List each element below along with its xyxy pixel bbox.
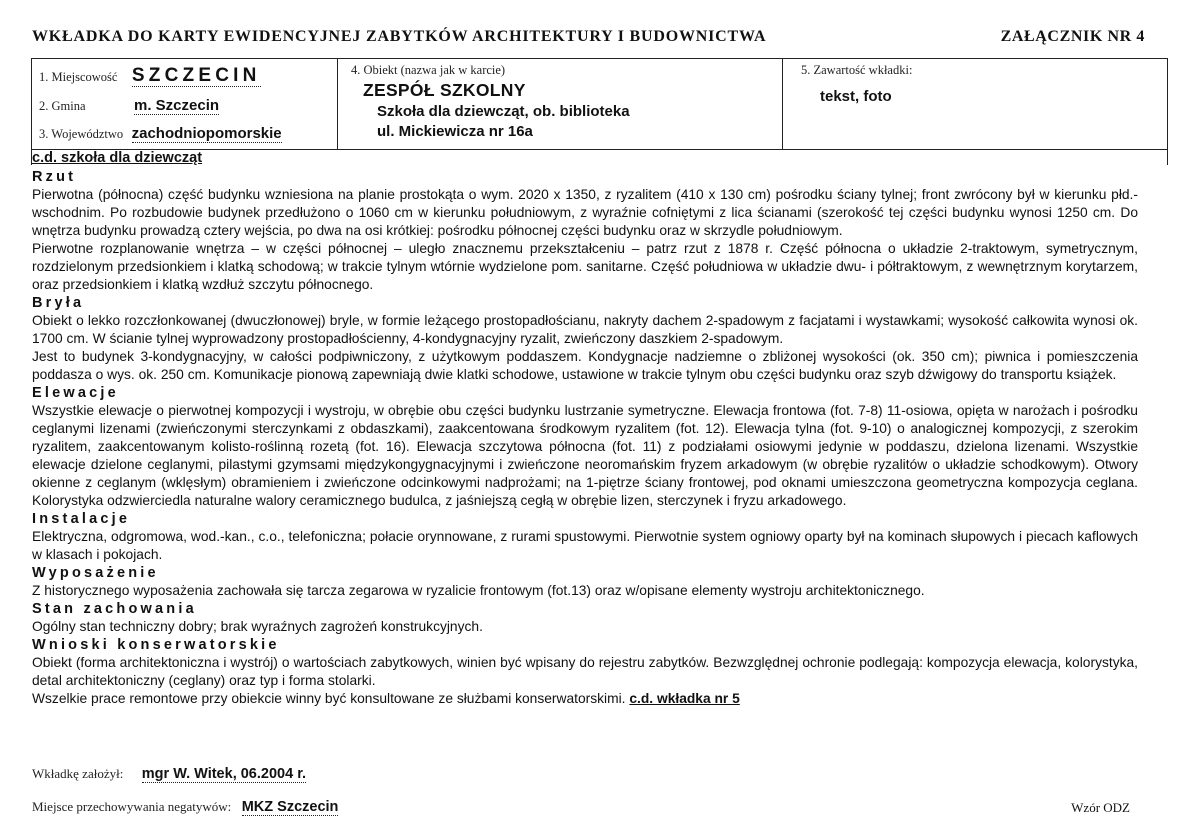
miejscowosc-label: 1. Miejscowość <box>39 70 118 84</box>
miejscowosc-row <box>39 65 261 87</box>
frame-right-line <box>1167 150 1168 165</box>
paragraph: Wszystkie elewacje o pierwotnej kompozycji i wystroju, w obrębie obu części budynku lustrzanie symetryczne. Elewacja frontowa (fot. 7-8) 11-osiowa, opięta w narożach i pośrodku ceglanymi lizenami (zwieńczonymi sterczynkami z obdaszkami), zaakcentowana środkowym ryzalitem (fot. 12). Elewacja tylna (fot. 9-10) o analogicznej kompozycji, z szerokim ryzalitem, zaakcentowanym kolisto-roślinną rozetą (fot. 16). Elewacja szczytowa północna (fot. 11) z podziałami osiowymi jedynie w poddaszu, dzielona lizenami. Wszystkie elewacje dzielone ceglanymi, pilastymi gzymsami międzykongygnacyjnymi i zwieńczone neoromańskim fryzem arkadowym (w obrębie ryzalitów o układzie schodkowym). Otwory okienne z ceglanym (wklęsłym) obramieniem i zwieńczone odcinkowymi nadprożami; na 1-piętrze ściany frontowej, pod oknami umieszczona geometryczna kompozycja ceglana. Kolorystyka odzwierciedla naturalne walory ceramicznego budulca, z jaśniejszą cegłą w obrębie lizen, sterczynek i fryzu arkadowego. <box>32 403 1138 508</box>
paragraph: Jest to budynek 3-kondygnacyjny, w całości podpiwniczony, z użytkowym poddaszem. Kondygnacje nadziemne o zbliżonej wysokości (ok. 350 cm); piwnica i pomieszczenia poddasza o wys. ok. 250 cm. Komunikacje pionową zapewniają dwie klatki schodowe, ustawione w trakcie tylnym obu części budynku oraz szyb dźwigowy do transportu książek. <box>32 349 1138 382</box>
paragraph-text: Wszelkie prace remontowe przy obiekcie winny być konsultowane ze służbami konserwatorskimi. <box>32 691 626 706</box>
negative-storage-row <box>32 798 338 816</box>
zawartosc-label: 5. Zawartość wkładki: <box>801 63 913 77</box>
paragraph: Z historycznego wyposażenia zachowała się tarcza zegarowa w ryzalicie frontowym (fot.13) oraz w/opisane elementy wystroju architektonicznego. <box>32 583 925 598</box>
section-heading-elewacje: Elewacje <box>32 385 119 401</box>
obiekt-address: ul. Mickiewicza nr 16a <box>377 123 533 140</box>
gmina-row <box>39 97 219 115</box>
section-heading-rzut: Rzut <box>32 169 77 185</box>
created-by-value: mgr W. Witek, 06.2004 r. <box>141 766 307 782</box>
continuation-subtitle: c.d. szkoła dla dziewcząt <box>32 150 203 166</box>
section-heading-wnioski: Wnioski konserwatorskie <box>32 637 280 653</box>
zawartosc-value: tekst, foto <box>820 88 892 105</box>
location-column <box>32 59 338 149</box>
created-by-row <box>32 765 306 783</box>
obiekt-description: Szkoła dla dziewcząt, ob. biblioteka <box>377 103 630 120</box>
document-title: WKŁADKA DO KARTY EWIDENCYJNEJ ZABYTKÓW ARCHITEKTURY I BUDOWNICTWA <box>32 28 767 45</box>
obiekt-name: ZESPÓŁ SZKOLNY <box>363 80 526 100</box>
description-body <box>32 168 1138 708</box>
paragraph <box>32 690 1138 708</box>
negative-storage-label: Miejsce przechowywania negatywów: <box>32 799 232 814</box>
annex-number: ZAŁĄCZNIK NR 4 <box>1000 28 1145 45</box>
gmina-label: 2. Gmina <box>39 99 86 113</box>
section-heading-bryla: Bryła <box>32 295 85 311</box>
object-column <box>338 59 783 149</box>
paragraph: Elektryczna, odgromowa, wod.-kan., c.o., telefoniczna; połacie orynnowane, z rurami spustowymi. Pierwotnie system ogniowy oparty był na kominach słupowych i piecach kaflowych w klasach i pokojach. <box>32 529 1138 562</box>
continuation-reference: c.d. wkładka nr 5 <box>629 691 740 706</box>
miejscowosc-value: SZCZECIN <box>131 65 261 86</box>
content-column <box>783 59 1167 149</box>
wojewodztwo-value: zachodniopomorskie <box>131 125 282 142</box>
paragraph: Obiekt o lekko rozczłonkowanej (dwuczłonowej) bryle, w formie leżącego prostopadłościanu, nakryty dachem 2-spadowym z facjatami i wystawkami; wysokość całkowita wynosi ok. 1700 cm. W ścianie tylnej wyprowadzony prostopadłościenny, 4-kondygnacyjny ryzalit, zwieńczony daszkiem 2-spadowym. <box>32 313 1138 346</box>
created-by-label: Wkładkę założył: <box>32 766 124 781</box>
paragraph: Ogólny stan techniczny dobry; brak wyraźnych zagrożeń konstrukcyjnych. <box>32 619 483 634</box>
section-heading-instalacje: Instalacje <box>32 511 131 527</box>
paragraph: Obiekt (forma architektoniczna i wystrój) o wartościach zabytkowych, winien być wpisany do rejestru zabytków. Bezwzględnej ochronie podlegają: kompozycja elewacja, kolorystyka, detal architektoniczny (ceglany) oraz typ i forma stolarki. <box>32 655 1138 688</box>
obiekt-label: 4. Obiekt (nazwa jak w karcie) <box>351 63 506 77</box>
negative-storage-value: MKZ Szczecin <box>241 799 339 815</box>
paragraph: Pierwotna (północna) część budynku wzniesiona na planie prostokąta o wym. 2020 x 1350, z ryzalitem (410 x 130 cm) pośrodku ściany tylnej; front zwrócony był w kierunku płd.-wschodnim. Po rozbudowie budynek przedłużono o 1060 cm w kierunku południowym, z wyraźnie cofniętymi z lica ścianami (szerokość tej części budynku wynosi 1250 cm. Do wnętrza budynku prowadzą cztery wejścia, po dwa na osi krótkiej: pośrodku północnej części budynku oraz w skrzydle południowym. <box>32 187 1138 238</box>
gmina-value: m. Szczecin <box>133 97 220 114</box>
wojewodztwo-row <box>39 125 282 143</box>
identification-box <box>31 58 1168 150</box>
section-heading-stan-zachowania: Stan zachowania <box>32 601 197 617</box>
form-template-code: Wzór ODZ <box>1071 800 1130 815</box>
wojewodztwo-label: 3. Województwo <box>39 127 124 141</box>
section-heading-wyposazenie: Wyposażenie <box>32 565 159 581</box>
paragraph: Pierwotne rozplanowanie wnętrza – w części północnej – uległo znacznemu przekształceniu – patrz rzut z 1878 r. Część północna o układzie 2-traktowym, symetrycznym, rozdzielonym przedsionkiem i klatką schodową; w trakcie tylnym wtórnie wydzielone pom. sanitarne. Część południowa w układzie dwu- i półtraktowym, z wewnętrznym korytarzem, oraz przedsionkiem i klatką wzdłuż szczytu północnego. <box>32 241 1138 292</box>
